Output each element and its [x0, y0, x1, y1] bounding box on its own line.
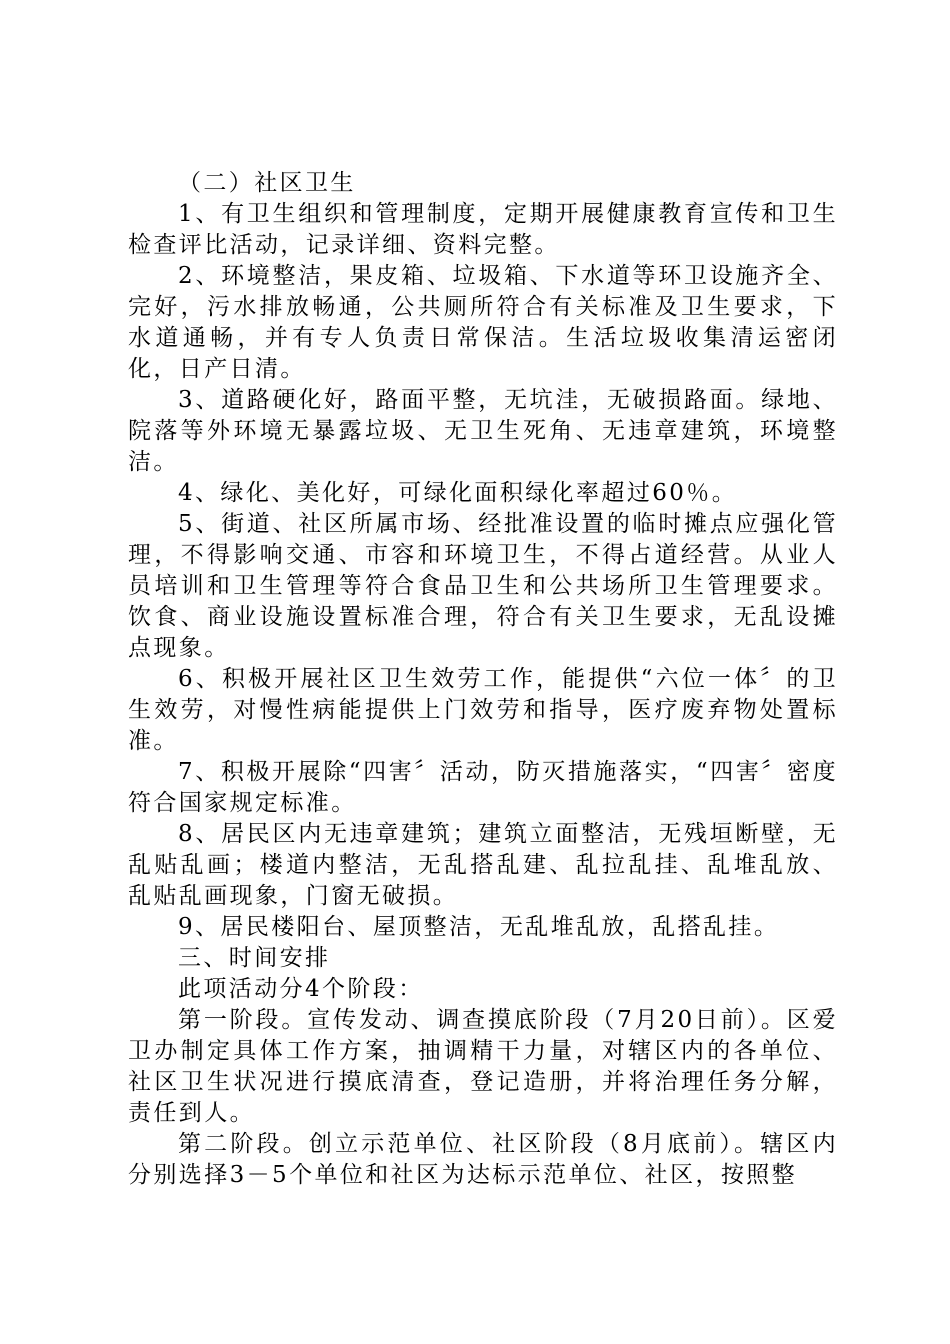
paragraph-item-8: 8、居民区内无违章建筑；建筑立面整洁，无残垣断壁，无乱贴乱画；楼道内整洁，无乱搭乱建、乱拉乱挂、乱堆乱放、乱贴乱画现象，门窗无破损。	[128, 821, 838, 909]
paragraph-item-9: 9、居民楼阳台、屋顶整洁，无乱堆乱放，乱搭乱挂。	[178, 914, 780, 940]
paragraph-item-3: 3、道路硬化好，路面平整，无坑洼，无破损路面。绿地、院落等外环境无暴露垃圾、无卫生死角、无违章建筑，环境整洁。	[128, 387, 838, 475]
paragraph-stage-1: 第一阶段。宣传发动、调查摸底阶段（7月20日前）。区爱卫办制定具体工作方案，抽调精干力量，对辖区内的各单位、社区卫生状况进行摸底清查，登记造册，并将治理任务分解，责任到人。	[128, 1007, 838, 1126]
section-heading-schedule: 三、时间安排	[178, 945, 331, 971]
paragraph-item-7: 7、积极开展除“四害〞活动，防灭措施落实，“四害〞密度符合国家规定标准。	[128, 759, 838, 816]
paragraph-item-4: 4、绿化、美化好，可绿化面积绿化率超过60％。	[178, 480, 738, 506]
paragraph-item-6: 6、积极开展社区卫生效劳工作，能提供“六位一体〞的卫生效劳，对慢性病能提供上门效劳和指导，医疗废弃物处置标准。	[128, 666, 838, 754]
document-body	[128, 168, 838, 1191]
paragraph-item-5: 5、街道、社区所属市场、经批准设置的临时摊点应强化管理，不得影响交通、市容和环境卫生，不得占道经营。从业人员培训和卫生管理等符合食品卫生和公共场所卫生管理要求。饮食、商业设施设置标准合理，符合有关卫生要求，无乱设摊点现象。	[128, 511, 838, 661]
paragraph-stage-2: 第二阶段。创立示范单位、社区阶段（8月底前）。辖区内分别选择3－5个单位和社区为达标示范单位、社区，按照整	[128, 1131, 838, 1188]
paragraph-item-1: 1、有卫生组织和管理制度，定期开展健康教育宣传和卫生检查评比活动，记录详细、资料完整。	[128, 201, 838, 258]
paragraph-stages-intro: 此项活动分4个阶段：	[178, 976, 424, 1002]
paragraph-item-2: 2、环境整洁，果皮箱、垃圾箱、下水道等环卫设施齐全、完好，污水排放畅通，公共厕所符合有关标准及卫生要求，下水道通畅，并有专人负责日常保洁。生活垃圾收集清运密闭化，日产日清。	[128, 263, 838, 382]
section-heading-community-hygiene: （二）社区卫生	[178, 170, 356, 196]
